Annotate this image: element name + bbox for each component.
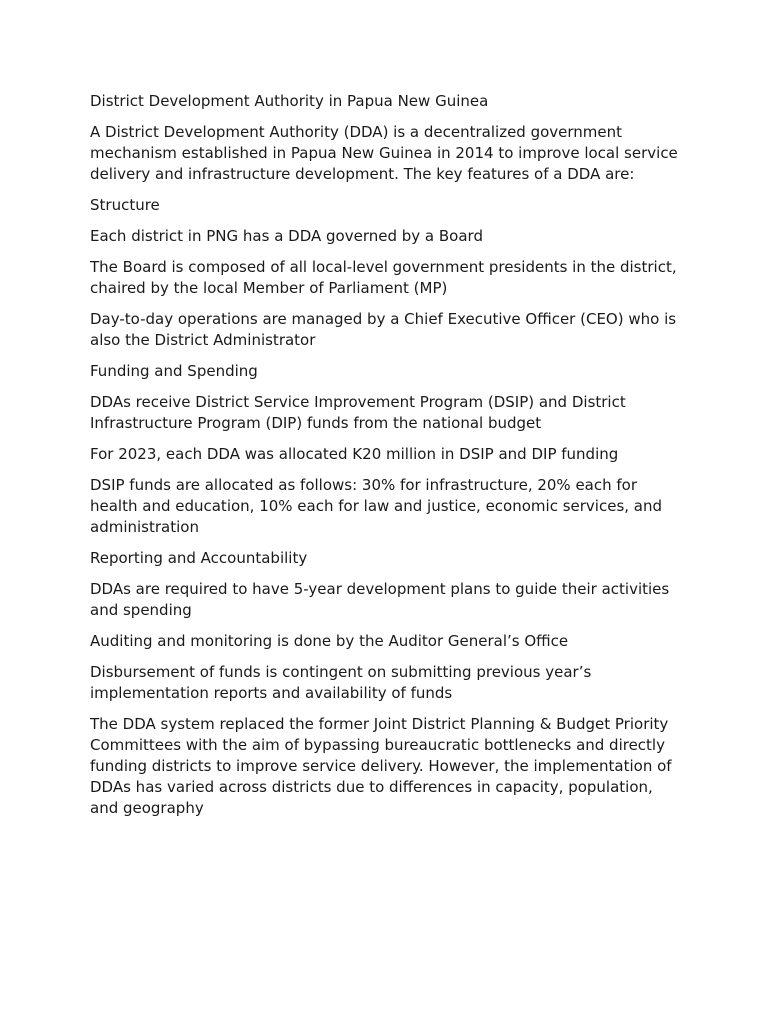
funding-item: DDAs receive District Service Improvement Program (DSIP) and District Infrastructure Program (DIP) funds from the national budget <box>90 393 626 432</box>
section-heading-structure: Structure <box>90 196 160 214</box>
document-title: District Development Authority in Papua New Guinea <box>90 92 489 110</box>
reporting-item: Disbursement of funds is contingent on submitting previous year’s implementation reports and availability of funds <box>90 663 592 702</box>
section-heading-reporting: Reporting and Accountability <box>90 549 308 567</box>
funding-item: DSIP funds are allocated as follows: 30% for infrastructure, 20% each for health and education, 10% each for law and justice, economic services, and administration <box>90 476 663 536</box>
section-heading-funding: Funding and Spending <box>90 362 258 380</box>
conclusion-paragraph: The DDA system replaced the former Joint District Planning & Budget Priority Committees with the aim of bypassing bureaucratic bottlenecks and directly funding districts to improve service delivery. However, the implementation of DDAs has varied across districts due to differences in capacity, population, and geography <box>90 715 672 817</box>
structure-item: Each district in PNG has a DDA governed by a Board <box>90 227 483 245</box>
reporting-item: DDAs are required to have 5-year development plans to guide their activities and spending <box>90 580 670 619</box>
document-page <box>90 91 680 829</box>
intro-paragraph: A District Development Authority (DDA) is a decentralized government mechanism established in Papua New Guinea in 2014 to improve local service delivery and infrastructure development. The key features of a DDA are: <box>90 123 678 183</box>
structure-item: The Board is composed of all local-level government presidents in the district, chaired by the local Member of Parliament (MP) <box>90 258 677 297</box>
funding-item: For 2023, each DDA was allocated K20 million in DSIP and DIP funding <box>90 445 619 463</box>
reporting-item: Auditing and monitoring is done by the Auditor General’s Office <box>90 632 569 650</box>
structure-item: Day-to-day operations are managed by a Chief Executive Officer (CEO) who is also the District Administrator <box>90 310 677 349</box>
